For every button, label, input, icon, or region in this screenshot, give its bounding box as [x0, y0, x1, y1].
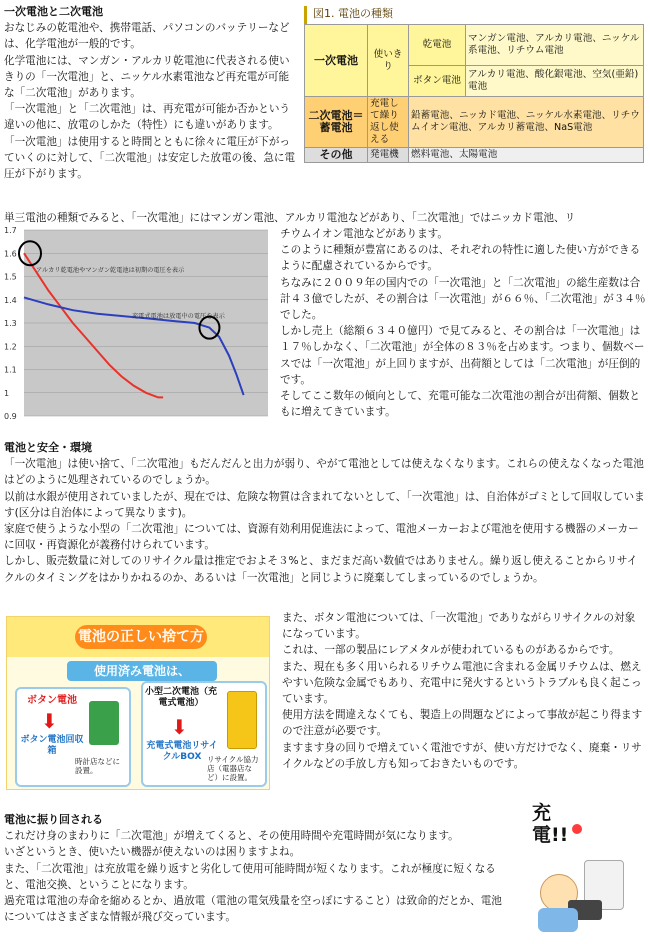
para-discharge: 「一次電池」は使用すると時間とともに徐々に電圧が下がっていくのに対して、「二次電池」は安定した放電の後、急に電圧が下がります。 — [4, 135, 296, 181]
button-battery-box — [15, 687, 131, 787]
para-disposal-knowledge: ますます身の回りで増えていく電池ですが、使い方だけでなく、廃棄・リサイクルなどの手放し方も知っておきたいものです。 — [282, 741, 642, 770]
table-title: 図1. 電池の種類 — [304, 6, 644, 24]
discharge-chart — [2, 226, 274, 432]
cell-primary: 一次電池 — [305, 25, 368, 97]
para-caution: 使用方法を間違えなくても、製造上の問題などによって事故が起こり得ますので注意が必要です。 — [282, 709, 643, 738]
cell-secondary-types: 鉛蓄電池、ニッカド電池、ニッケル水素電池、リチウムイオン電池、アルカリ蓄電池、NaS電池 — [409, 97, 644, 148]
heading-primary-secondary: 一次電池と二次電池 — [4, 5, 103, 18]
cell-dry-types: マンガン電池、アルカリ電池、ニッケル系電池、リチウム電池 — [466, 25, 644, 66]
cell-secondary: 二次電池＝蓄電池 — [305, 97, 368, 148]
cell-dry: 乾電池 — [409, 25, 466, 66]
cell-other: その他 — [305, 148, 368, 163]
cell-other-types: 燃料電池、太陽電池 — [409, 148, 644, 163]
rechargeable-battery-destination: 充電式電池リサイクルBOX — [146, 741, 218, 762]
poster-title: 電池の正しい捨て方 — [75, 625, 207, 649]
cell-button: ボタン電池 — [409, 66, 466, 97]
para-degradation: また、「二次電池」は充放電を繰り返すと劣化して使用可能時間が短くなります。これが極度に短くなると、電池交換、ということになります。 — [4, 862, 496, 891]
section-market — [280, 226, 646, 420]
section-battery-anxiety — [4, 812, 512, 925]
charging-illustration — [520, 800, 646, 940]
y-tick-label: 1.6 — [4, 249, 17, 259]
character-body-icon — [538, 908, 578, 932]
section-battery-types — [4, 4, 298, 182]
y-tick-label: 1.7 — [4, 226, 17, 235]
recycling-bin-icon — [227, 691, 257, 749]
para-recycling-law: 家庭で使うような小型の「二次電池」については、資源有効利用促進法によって、電池メーカーおよび電池を使用する機器のメーカーに回収・再資源化が義務付けられています。 — [4, 523, 639, 552]
para-aa-types-cont: チウムイオン電池などがあります。 — [280, 228, 449, 240]
para-lithium: また、現在も多く用いられるリチウム電池に含まれる金属リチウムは、燃えやすい危険な金属でもあり、充電中に発火するというトラブルも良く起こっています。 — [282, 660, 642, 706]
annotation-rechargeable: 充電式電池は放電中の電圧を表示 — [132, 313, 225, 320]
button-battery-note: 時計店などに設置。 — [75, 757, 120, 775]
y-tick-label: 1.1 — [4, 365, 17, 375]
y-tick-label: 1 — [4, 388, 10, 398]
rechargeable-note: リサイクル協力店（電器店など）に設置。 — [207, 755, 259, 782]
para-aa-types: 単三電池の種類でみると、「一次電池」にはマンガン電池、アルカリ電池などがあり、「二次電池」ではニッカド電池、リ — [4, 212, 576, 224]
rechargeable-battery-label: 小型二次電池（充電式電池） — [145, 687, 218, 708]
para-variety: このように種類が豊富にあるのは、それぞれの特性に適した使い方ができるように配慮されているからです。 — [280, 244, 641, 273]
para-disposal: 「一次電池」は使い捨て、「二次電池」もだんだんと出力が弱り、やがて電池としては使えなくなります。これらの使えなくなった電池はどのように処理されているのでしょうか。 — [4, 458, 644, 487]
annotation-primary: アルカリ乾電池やマンガン乾電池は初期の電圧を表示 — [36, 267, 185, 274]
para-trend: そしてここ数年の傾向として、充電可能な二次電池の割合が出荷額、個数ともに増えてきています。 — [280, 390, 640, 419]
section-safety-environment — [4, 440, 646, 586]
para-intro: おなじみの乾電池や、携帯電話、パソコンのバッテリーなどは、化学電池が一般的です。 — [4, 22, 290, 51]
cell-button-types: アルカリ電池、酸化銀電池、空気(亜鉛)電池 — [466, 66, 644, 97]
para-mercury: 以前は水銀が使用されていましたが、現在では、危険な物質は含まれてないとして、「一次電池」は、自治体がゴミとして回収しています(区分は自治体によって異なります)。 — [4, 490, 645, 519]
y-tick-label: 1.4 — [4, 295, 17, 305]
heading-safety: 電池と安全・環境 — [4, 441, 92, 454]
cell-generator: 発電機 — [368, 148, 409, 163]
rechargeable-battery-box — [141, 681, 267, 787]
para-difference: 「一次電池」と「二次電池」は、再充電が可能か否かという違いの他に、放電のしかた（特性）にも違いがあります。 — [4, 103, 291, 132]
charging-caption: 充電!! — [532, 802, 569, 846]
para-production: ちなみに２００９年の国内での「一次電池」と「二次電池」の総生産数は合計４３億でしたが、その割合は「一次電池」が６６％、「二次電池」が３４％でした。 — [280, 276, 646, 322]
spark-icon — [572, 824, 582, 834]
button-battery-label: ボタン電池 — [27, 695, 77, 706]
button-battery-destination: ボタン電池回収箱 — [20, 735, 84, 756]
down-arrow-icon: ⬇ — [171, 715, 188, 739]
y-tick-label: 1.5 — [4, 272, 17, 282]
section-button-lithium — [282, 610, 644, 772]
para-rare-metal: これは、一部の製品にレアメタルが使われているものがあるからです。 — [282, 644, 620, 657]
para-recycling-rate: しかし、販売数量に対してのリサイクル量は推定でおよそ３%と、まだまだ高い数値ではありません。繰り返し使えることからリサイクルのタイミングをはかりかねるのか、あるいは「一次電池」と同じように廃棄してしまっているのでしょうか。 — [4, 555, 638, 584]
disposal-poster — [6, 616, 270, 790]
para-overcharge: 過充電は電池の寿命を縮めるとか、過放電（電池の電気残量を空っぽにすること）は致命的だとか、電池についてはさまざまな情報が飛び交っています。 — [4, 895, 502, 924]
recycling-box-icon — [89, 701, 119, 745]
para-unavailable: いざというとき、使いたい機器が使えないのは困りますよね。 — [4, 846, 301, 859]
y-tick-label: 1.2 — [4, 342, 17, 352]
cell-single-use: 使いきり — [368, 25, 409, 97]
poster-subtitle: 使用済み電池は、 — [67, 661, 217, 681]
para-usage-time: これだけ身のまわりに「二次電池」が増えてくると、その使用時間や充電時間が気になります。 — [4, 830, 459, 843]
y-tick-label: 1.3 — [4, 319, 17, 328]
para-button-recycle: また、ボタン電池については、「一次電池」でありながらリサイクルの対象になっています。 — [282, 612, 636, 641]
table-grid — [304, 24, 644, 163]
cell-rechargeable: 充電して繰り返し使える — [368, 97, 409, 148]
battery-type-table — [304, 6, 644, 163]
para-sales: しかし売上（総額６３４０億円）で見てみると、その割合は「一次電池」は１７％しかなく、「二次電池」が全体の８３％を占めます。つまり、個数ベースでは「一次電池」が上回りますが、出荷額としては「二次電池」が圧倒的です。 — [280, 325, 645, 386]
para-chemical: 化学電池には、マンガン・アルカリ乾電池に代表される使いきりの「一次電池」と、ニッケル水素電池など再充電が可能な「二次電池」があります。 — [4, 54, 290, 100]
down-arrow-icon: ⬇ — [41, 709, 58, 733]
y-tick-label: 0.9 — [4, 412, 17, 421]
heading-anxiety: 電池に振り回される — [4, 813, 103, 826]
